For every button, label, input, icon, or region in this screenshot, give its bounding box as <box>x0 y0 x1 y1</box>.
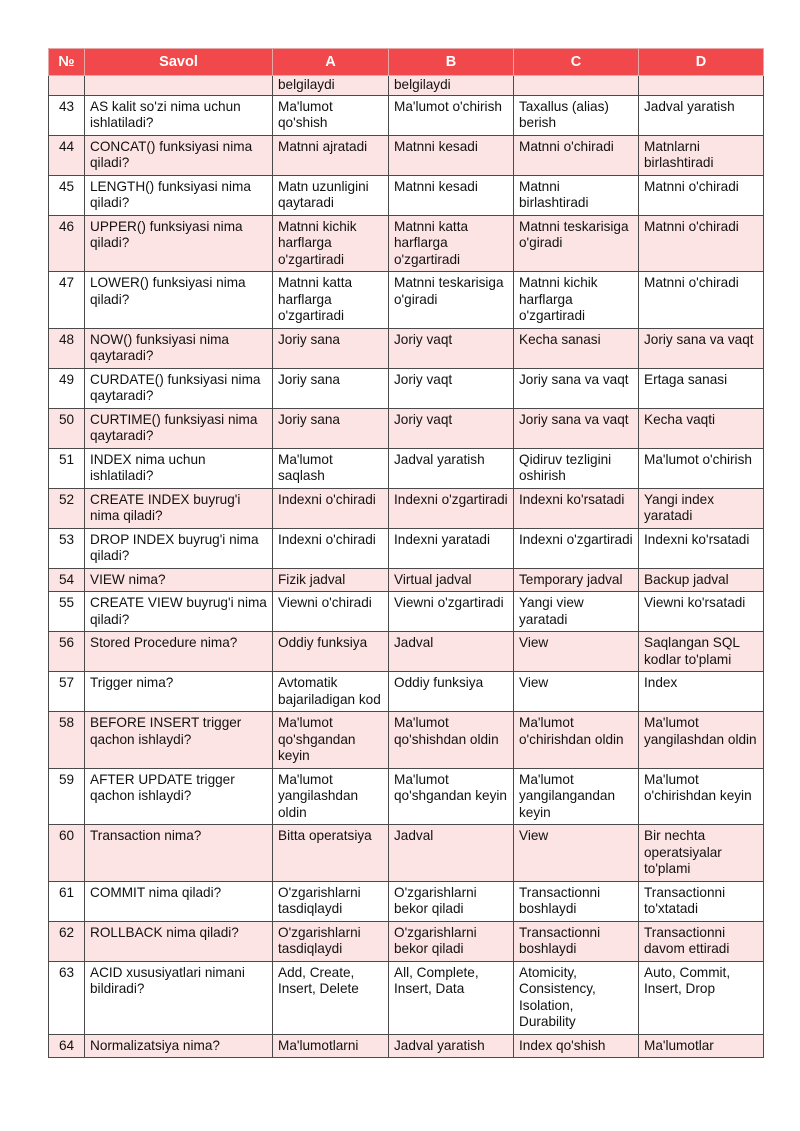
option-a: Joriy sana <box>273 368 389 408</box>
table-row <box>49 76 764 96</box>
table-row <box>49 1034 764 1058</box>
option-c <box>514 76 639 96</box>
table-row <box>49 768 764 825</box>
option-c: View <box>514 672 639 712</box>
question-number: 59 <box>49 768 85 825</box>
question-number: 47 <box>49 272 85 329</box>
question-number: 62 <box>49 921 85 961</box>
question-number: 55 <box>49 592 85 632</box>
option-d: Auto, Commit, Insert, Drop <box>639 961 764 1034</box>
question-text: CURTIME() funksiyasi nima qaytaradi? <box>85 408 273 448</box>
option-b: Matnni teskarisiga o'giradi <box>389 272 514 329</box>
table-row <box>49 215 764 272</box>
option-d: Kecha vaqti <box>639 408 764 448</box>
option-a: Ma'lumot qo'shgandan keyin <box>273 712 389 769</box>
question-text: Transaction nima? <box>85 825 273 882</box>
option-a: O'zgarishlarni tasdiqlaydi <box>273 921 389 961</box>
option-c: View <box>514 632 639 672</box>
option-c: Matnni kichik harflarga o'zgartiradi <box>514 272 639 329</box>
question-text: Stored Procedure nima? <box>85 632 273 672</box>
option-b: Indexni yaratadi <box>389 528 514 568</box>
option-d: Backup jadval <box>639 568 764 592</box>
option-c: Temporary jadval <box>514 568 639 592</box>
option-a: Ma'lumotlarni <box>273 1034 389 1058</box>
table-row <box>49 568 764 592</box>
option-b: Oddiy funksiya <box>389 672 514 712</box>
question-text: Normalizatsiya nima? <box>85 1034 273 1058</box>
table-row <box>49 175 764 215</box>
question-text: AS kalit so'zi nima uchun ishlatiladi? <box>85 95 273 135</box>
question-text: COMMIT nima qiladi? <box>85 881 273 921</box>
question-number: 43 <box>49 95 85 135</box>
option-a: Add, Create, Insert, Delete <box>273 961 389 1034</box>
question-text: CREATE VIEW buyrug'i nima qiladi? <box>85 592 273 632</box>
header-option-d: D <box>639 49 764 76</box>
option-a: Matnni ajratadi <box>273 135 389 175</box>
question-text: ACID xususiyatlari nimani bildiradi? <box>85 961 273 1034</box>
option-a: Viewni o'chiradi <box>273 592 389 632</box>
header-option-c: C <box>514 49 639 76</box>
option-a: belgilaydi <box>273 76 389 96</box>
option-a: Matnni kichik harflarga o'zgartiradi <box>273 215 389 272</box>
option-a: Indexni o'chiradi <box>273 488 389 528</box>
table-body <box>49 76 764 1058</box>
option-d: Matnni o'chiradi <box>639 175 764 215</box>
question-text: NOW() funksiyasi nima qaytaradi? <box>85 328 273 368</box>
header-option-a: A <box>273 49 389 76</box>
header-question: Savol <box>85 49 273 76</box>
option-b: belgilaydi <box>389 76 514 96</box>
question-text: CONCAT() funksiyasi nima qiladi? <box>85 135 273 175</box>
question-number: 52 <box>49 488 85 528</box>
option-b: Ma'lumot qo'shishdan oldin <box>389 712 514 769</box>
option-c: Matnni teskarisiga o'giradi <box>514 215 639 272</box>
table-row <box>49 95 764 135</box>
option-a: Ma'lumot yangilashdan oldin <box>273 768 389 825</box>
option-a: Oddiy funksiya <box>273 632 389 672</box>
option-c: Transactionni boshlaydi <box>514 881 639 921</box>
option-b: Matnni katta harflarga o'zgartiradi <box>389 215 514 272</box>
option-a: Fizik jadval <box>273 568 389 592</box>
quiz-table <box>48 48 764 1058</box>
table-row <box>49 528 764 568</box>
option-a: O'zgarishlarni tasdiqlaydi <box>273 881 389 921</box>
question-number: 57 <box>49 672 85 712</box>
option-b: Joriy vaqt <box>389 368 514 408</box>
option-a: Avtomatik bajariladigan kod <box>273 672 389 712</box>
table-row <box>49 488 764 528</box>
option-b: All, Complete, Insert, Data <box>389 961 514 1034</box>
question-number: 58 <box>49 712 85 769</box>
option-b: Jadval <box>389 632 514 672</box>
option-b: Joriy vaqt <box>389 408 514 448</box>
option-b: Joriy vaqt <box>389 328 514 368</box>
question-number <box>49 76 85 96</box>
option-d: Saqlangan SQL kodlar to'plami <box>639 632 764 672</box>
header-option-b: B <box>389 49 514 76</box>
question-number: 45 <box>49 175 85 215</box>
option-b: Jadval yaratish <box>389 448 514 488</box>
table-row <box>49 368 764 408</box>
option-b: Ma'lumot qo'shgandan keyin <box>389 768 514 825</box>
option-b: Jadval <box>389 825 514 882</box>
question-text: VIEW nima? <box>85 568 273 592</box>
option-c: Index qo'shish <box>514 1034 639 1058</box>
question-text: BEFORE INSERT trigger qachon ishlaydi? <box>85 712 273 769</box>
option-c: Indexni o'zgartiradi <box>514 528 639 568</box>
option-b: Matnni kesadi <box>389 135 514 175</box>
option-b: Ma'lumot o'chirish <box>389 95 514 135</box>
question-text: CREATE INDEX buyrug'i nima qiladi? <box>85 488 273 528</box>
question-number: 53 <box>49 528 85 568</box>
option-d: Index <box>639 672 764 712</box>
option-c: Matnni birlashtiradi <box>514 175 639 215</box>
table-row <box>49 135 764 175</box>
option-c: View <box>514 825 639 882</box>
option-d: Ma'lumot o'chirish <box>639 448 764 488</box>
option-d: Bir nechta operatsiyalar to'plami <box>639 825 764 882</box>
question-number: 60 <box>49 825 85 882</box>
question-number: 64 <box>49 1034 85 1058</box>
question-text: ROLLBACK nima qiladi? <box>85 921 273 961</box>
question-text: INDEX nima uchun ishlatiladi? <box>85 448 273 488</box>
table-row <box>49 825 764 882</box>
option-c: Taxallus (alias) berish <box>514 95 639 135</box>
option-b: Jadval yaratish <box>389 1034 514 1058</box>
option-c: Indexni ko'rsatadi <box>514 488 639 528</box>
option-b: Viewni o'zgartiradi <box>389 592 514 632</box>
option-d: Matnni o'chiradi <box>639 215 764 272</box>
question-number: 51 <box>49 448 85 488</box>
option-c: Ma'lumot o'chirishdan oldin <box>514 712 639 769</box>
option-c: Matnni o'chiradi <box>514 135 639 175</box>
option-a: Joriy sana <box>273 408 389 448</box>
option-d <box>639 76 764 96</box>
question-number: 63 <box>49 961 85 1034</box>
option-b: Virtual jadval <box>389 568 514 592</box>
option-d: Viewni ko'rsatadi <box>639 592 764 632</box>
option-b: O'zgarishlarni bekor qiladi <box>389 881 514 921</box>
header-row <box>49 49 764 76</box>
option-c: Joriy sana va vaqt <box>514 368 639 408</box>
question-text: CURDATE() funksiyasi nima qaytaradi? <box>85 368 273 408</box>
header-number: № <box>49 49 85 76</box>
option-a: Ma'lumot qo'shish <box>273 95 389 135</box>
option-c: Kecha sanasi <box>514 328 639 368</box>
option-c: Atomicity, Consistency, Isolation, Durability <box>514 961 639 1034</box>
question-number: 49 <box>49 368 85 408</box>
question-number: 61 <box>49 881 85 921</box>
question-text: Trigger nima? <box>85 672 273 712</box>
option-a: Bitta operatsiya <box>273 825 389 882</box>
option-d: Transactionni davom ettiradi <box>639 921 764 961</box>
option-d: Transactionni to'xtatadi <box>639 881 764 921</box>
option-c: Joriy sana va vaqt <box>514 408 639 448</box>
option-c: Transactionni boshlaydi <box>514 921 639 961</box>
option-d: Jadval yaratish <box>639 95 764 135</box>
table-row <box>49 712 764 769</box>
option-d: Joriy sana va vaqt <box>639 328 764 368</box>
option-a: Joriy sana <box>273 328 389 368</box>
question-number: 46 <box>49 215 85 272</box>
table-row <box>49 921 764 961</box>
question-number: 48 <box>49 328 85 368</box>
option-a: Matn uzunligini qaytaradi <box>273 175 389 215</box>
option-d: Matnlarni birlashtiradi <box>639 135 764 175</box>
option-d: Indexni ko'rsatadi <box>639 528 764 568</box>
table-row <box>49 272 764 329</box>
question-text: UPPER() funksiyasi nima qiladi? <box>85 215 273 272</box>
question-text: AFTER UPDATE trigger qachon ishlaydi? <box>85 768 273 825</box>
question-text: LENGTH() funksiyasi nima qiladi? <box>85 175 273 215</box>
table-row <box>49 881 764 921</box>
table-row <box>49 328 764 368</box>
question-text: DROP INDEX buyrug'i nima qiladi? <box>85 528 273 568</box>
option-d: Ma'lumot o'chirishdan keyin <box>639 768 764 825</box>
option-b: Indexni o'zgartiradi <box>389 488 514 528</box>
option-d: Matnni o'chiradi <box>639 272 764 329</box>
option-d: Ma'lumot yangilashdan oldin <box>639 712 764 769</box>
option-d: Ertaga sanasi <box>639 368 764 408</box>
option-a: Indexni o'chiradi <box>273 528 389 568</box>
question-text <box>85 76 273 96</box>
option-d: Ma'lumotlar <box>639 1034 764 1058</box>
question-number: 50 <box>49 408 85 448</box>
table-row <box>49 592 764 632</box>
option-c: Qidiruv tezligini oshirish <box>514 448 639 488</box>
table-row <box>49 632 764 672</box>
option-c: Ma'lumot yangilangandan keyin <box>514 768 639 825</box>
table-row <box>49 672 764 712</box>
option-b: O'zgarishlarni bekor qiladi <box>389 921 514 961</box>
option-a: Ma'lumot saqlash <box>273 448 389 488</box>
option-a: Matnni katta harflarga o'zgartiradi <box>273 272 389 329</box>
question-text: LOWER() funksiyasi nima qiladi? <box>85 272 273 329</box>
table-row <box>49 408 764 448</box>
option-c: Yangi view yaratadi <box>514 592 639 632</box>
option-d: Yangi index yaratadi <box>639 488 764 528</box>
table-header <box>49 49 764 76</box>
question-number: 56 <box>49 632 85 672</box>
question-number: 44 <box>49 135 85 175</box>
option-b: Matnni kesadi <box>389 175 514 215</box>
table-row <box>49 448 764 488</box>
question-number: 54 <box>49 568 85 592</box>
table-row <box>49 961 764 1034</box>
